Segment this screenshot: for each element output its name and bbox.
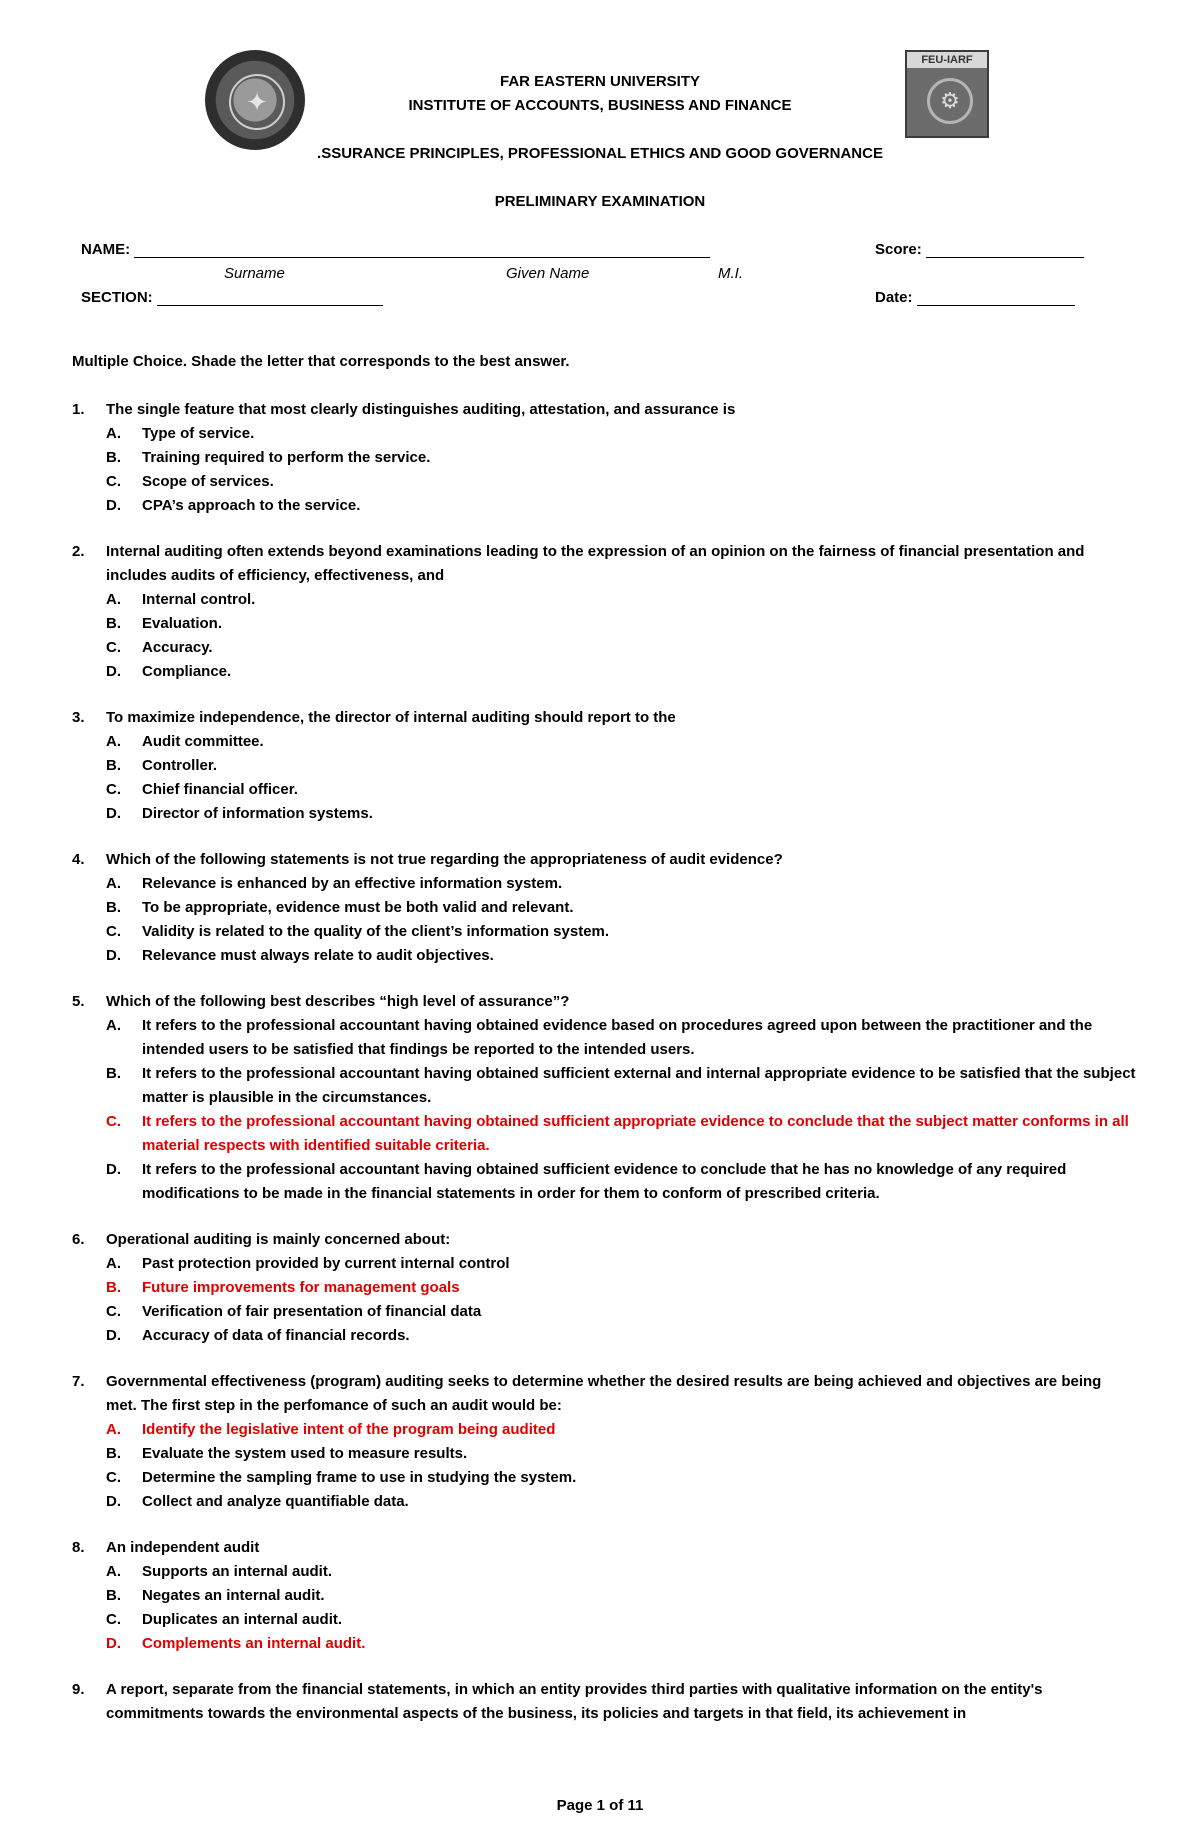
option-letter: B. — [106, 899, 121, 916]
eagle-icon: ✦ — [229, 74, 285, 130]
course-title: .SSURANCE PRINCIPLES, PROFESSIONAL ETHICS AND GOOD GOVERNANCE — [317, 145, 883, 162]
option-text: Compliance. — [142, 663, 232, 680]
option-letter: A. — [106, 1255, 121, 1272]
question-text: Operational auditing is mainly concerned about: — [106, 1231, 451, 1248]
option-text: Identify the legislative intent of the program being audited — [142, 1421, 556, 1438]
answer-option[interactable] — [0, 1608, 1200, 1632]
answer-option[interactable] — [0, 1442, 1200, 1466]
answer-option[interactable] — [0, 1062, 1200, 1110]
institute-name: INSTITUTE OF ACCOUNTS, BUSINESS AND FINANCE — [408, 97, 792, 114]
name-label: NAME: — [81, 241, 131, 258]
option-text: Relevance must always relate to audit objectives. — [142, 947, 494, 964]
question-stem — [0, 1536, 1200, 1560]
answer-option[interactable] — [0, 636, 1200, 660]
option-letter: C. — [106, 923, 121, 940]
answer-option-correct[interactable] — [0, 1632, 1200, 1656]
option-text: Scope of services. — [142, 473, 274, 490]
answer-option[interactable] — [0, 1252, 1200, 1276]
score-row — [875, 241, 1084, 258]
option-text: Collect and analyze quantifiable data. — [142, 1493, 409, 1510]
option-letter: C. — [106, 1469, 121, 1486]
feu-iarf-logo — [905, 50, 989, 138]
question-number: 2. — [72, 543, 85, 560]
option-letter: B. — [106, 1445, 121, 1462]
option-text: Internal control. — [142, 591, 256, 608]
question-number: 6. — [72, 1231, 85, 1248]
option-text: Negates an internal audit. — [142, 1587, 325, 1604]
question-item — [0, 1536, 1200, 1656]
option-text: Duplicates an internal audit. — [142, 1611, 343, 1628]
question-number: 4. — [72, 851, 85, 868]
question-item — [0, 398, 1200, 518]
question-stem — [0, 1228, 1200, 1252]
option-text: Past protection provided by current internal control — [142, 1255, 510, 1272]
question-stem — [0, 540, 1200, 588]
option-text: Chief financial officer. — [142, 781, 298, 798]
answer-option[interactable] — [0, 896, 1200, 920]
answer-option[interactable] — [0, 1560, 1200, 1584]
option-text: It refers to the professional accountant having obtained sufficient appropriate evidence to conclude that the subject matter conforms in all material respects with identified suitable criteria. — [142, 1113, 1129, 1154]
option-letter: C. — [106, 1113, 121, 1130]
section-label: SECTION: — [81, 289, 153, 306]
page-number: Page 1 of 11 — [556, 1797, 644, 1814]
answer-option[interactable] — [0, 944, 1200, 968]
question-number: 8. — [72, 1539, 85, 1556]
option-text: Complements an internal audit. — [142, 1635, 366, 1652]
answer-option[interactable] — [0, 920, 1200, 944]
answer-option[interactable] — [0, 730, 1200, 754]
option-text: Relevance is enhanced by an effective information system. — [142, 875, 563, 892]
section-field[interactable] — [157, 289, 383, 306]
answer-option[interactable] — [0, 1158, 1200, 1206]
question-stem — [0, 1370, 1200, 1418]
score-label: Score: — [875, 241, 922, 258]
question-item — [0, 706, 1200, 826]
section-row — [81, 289, 383, 306]
option-letter: D. — [106, 1327, 121, 1344]
question-text: Internal auditing often extends beyond examinations leading to the expression of an opinion on the fairness of financial presentation and includes audits of efficiency, effectiveness, and — [106, 543, 1085, 584]
option-letter: A. — [106, 1563, 121, 1580]
option-letter: C. — [106, 1611, 121, 1628]
option-text: CPA’s approach to the service. — [142, 497, 361, 514]
answer-option[interactable] — [0, 872, 1200, 896]
score-field[interactable] — [926, 241, 1084, 258]
option-letter: A. — [106, 425, 121, 442]
given-name-caption: Given Name — [506, 265, 590, 282]
question-text: Which of the following statements is not true regarding the appropriateness of audit evidence? — [106, 851, 783, 868]
answer-option[interactable] — [0, 446, 1200, 470]
option-text: Type of service. — [142, 425, 255, 442]
answer-option[interactable] — [0, 612, 1200, 636]
option-letter: D. — [106, 497, 121, 514]
surname-caption: Surname — [224, 265, 285, 282]
option-text: Director of information systems. — [142, 805, 373, 822]
name-row — [81, 241, 710, 258]
option-letter: D. — [106, 1161, 121, 1178]
option-text: Accuracy of data of financial records. — [142, 1327, 410, 1344]
option-text: Future improvements for management goals — [142, 1279, 460, 1296]
question-number: 3. — [72, 709, 85, 726]
option-text: Validity is related to the quality of the client’s information system. — [142, 923, 610, 940]
option-text: To be appropriate, evidence must be both valid and relevant. — [142, 899, 574, 916]
date-row — [875, 289, 1075, 306]
instructions: Multiple Choice. Shade the letter that corresponds to the best answer. — [72, 353, 570, 370]
question-text: An independent audit — [106, 1539, 260, 1556]
option-text: Audit committee. — [142, 733, 264, 750]
question-item — [0, 990, 1200, 1206]
answer-option[interactable] — [0, 802, 1200, 826]
option-letter: B. — [106, 1065, 121, 1082]
name-field[interactable] — [134, 241, 710, 258]
question-text: Governmental effectiveness (program) auditing seeks to determine whether the desired results are being achieved and objectives are being met. The first step in the perfomance of such an audit would be: — [106, 1373, 1102, 1414]
option-text: Accuracy. — [142, 639, 213, 656]
answer-option-correct[interactable] — [0, 1418, 1200, 1442]
question-stem — [0, 706, 1200, 730]
answer-option[interactable] — [0, 494, 1200, 518]
question-stem — [0, 398, 1200, 422]
option-letter: B. — [106, 1279, 121, 1296]
option-text: Supports an internal audit. — [142, 1563, 333, 1580]
question-number: 9. — [72, 1681, 85, 1698]
answer-option[interactable] — [0, 588, 1200, 612]
question-text: The single feature that most clearly distinguishes auditing, attestation, and assurance is — [106, 401, 736, 418]
option-text: Evaluation. — [142, 615, 223, 632]
answer-option[interactable] — [0, 1466, 1200, 1490]
option-letter: D. — [106, 1493, 121, 1510]
option-letter: D. — [106, 663, 121, 680]
date-field[interactable] — [917, 289, 1075, 306]
option-letter: C. — [106, 781, 121, 798]
option-letter: B. — [106, 449, 121, 466]
question-text: To maximize independence, the director of internal auditing should report to the — [106, 709, 676, 726]
question-stem — [0, 1678, 1200, 1726]
mi-caption: M.I. — [718, 265, 743, 282]
answer-option[interactable] — [0, 1300, 1200, 1324]
answer-option[interactable] — [0, 470, 1200, 494]
answer-option[interactable] — [0, 1014, 1200, 1062]
question-number: 7. — [72, 1373, 85, 1390]
answer-option[interactable] — [0, 660, 1200, 684]
gear-icon: ⚙ — [927, 78, 973, 124]
option-text: Training required to perform the service. — [142, 449, 431, 466]
answer-option-correct[interactable] — [0, 1276, 1200, 1300]
question-stem — [0, 990, 1200, 1014]
question-item — [0, 1678, 1200, 1726]
answer-option[interactable] — [0, 778, 1200, 802]
option-letter: C. — [106, 473, 121, 490]
option-letter: A. — [106, 591, 121, 608]
question-number: 5. — [72, 993, 85, 1010]
date-label: Date: — [875, 289, 913, 306]
option-text: It refers to the professional accountant having obtained evidence based on procedures agreed upon between the practitioner and the intended users to be satisfied that findings be reported to the intended users. — [142, 1017, 1093, 1058]
answer-option[interactable] — [0, 1490, 1200, 1514]
question-item — [0, 848, 1200, 968]
answer-option-correct[interactable] — [0, 1110, 1200, 1158]
answer-option[interactable] — [0, 754, 1200, 778]
option-text: Verification of fair presentation of financial data — [142, 1303, 482, 1320]
option-text: Controller. — [142, 757, 218, 774]
question-number: 1. — [72, 401, 85, 418]
answer-option[interactable] — [0, 1324, 1200, 1348]
question-item — [0, 540, 1200, 684]
option-letter: B. — [106, 757, 121, 774]
answer-option[interactable] — [0, 1584, 1200, 1608]
answer-option[interactable] — [0, 422, 1200, 446]
university-name: FAR EASTERN UNIVERSITY — [499, 73, 701, 90]
option-letter: D. — [106, 947, 121, 964]
question-list — [0, 398, 1200, 1748]
option-letter: A. — [106, 1421, 121, 1438]
option-letter: A. — [106, 875, 121, 892]
option-letter: B. — [106, 615, 121, 632]
option-letter: B. — [106, 1587, 121, 1604]
option-letter: C. — [106, 639, 121, 656]
exam-title: PRELIMINARY EXAMINATION — [494, 193, 706, 210]
option-letter: A. — [106, 733, 121, 750]
option-text: It refers to the professional accountant having obtained sufficient external and internal appropriate evidence to be satisfied that the subject matter is plausible in the circumstances. — [142, 1065, 1136, 1106]
question-text: A report, separate from the financial statements, in which an entity provides third parties with qualitative information on the entity's commitments towards the environmental aspects of the business, its policies and targets in that field, its achievement in — [106, 1681, 1043, 1722]
logo-label: FEU-IARF — [907, 52, 987, 68]
option-letter: A. — [106, 1017, 121, 1034]
option-letter: D. — [106, 805, 121, 822]
question-stem — [0, 848, 1200, 872]
option-letter: D. — [106, 1635, 121, 1652]
question-item — [0, 1370, 1200, 1514]
option-text: It refers to the professional accountant having obtained sufficient evidence to conclude that he has no knowledge of any required modifications to be made in the financial statements in order for them to conform of prescribed criteria. — [142, 1161, 1067, 1202]
option-letter: C. — [106, 1303, 121, 1320]
question-item — [0, 1228, 1200, 1348]
question-text: Which of the following best describes “high level of assurance”? — [106, 993, 570, 1010]
option-text: Evaluate the system used to measure results. — [142, 1445, 468, 1462]
option-text: Determine the sampling frame to use in studying the system. — [142, 1469, 577, 1486]
